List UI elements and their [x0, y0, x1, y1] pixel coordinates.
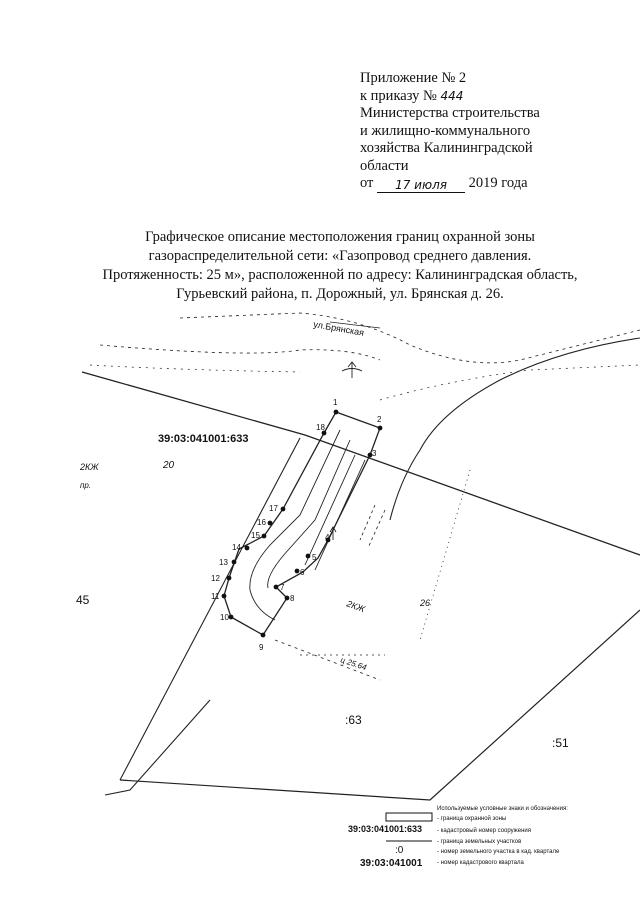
left-number-label: 45	[76, 593, 90, 607]
point-label-9: 9	[259, 643, 264, 652]
point-label-11: 11	[211, 592, 220, 601]
point-label-14: 14	[232, 543, 241, 552]
point-16	[268, 521, 273, 526]
point-14	[245, 546, 250, 551]
parcel-boundary-left-2	[105, 700, 210, 795]
legend	[348, 806, 568, 869]
appendix-line4: и жилищно-коммунального	[360, 122, 531, 139]
appendix-line6: области	[360, 157, 409, 174]
title-line4: Гурьевский района, п. Дорожный, ул. Брянская д. 26.	[176, 286, 504, 302]
building-dashed	[275, 640, 380, 680]
point-label-4: 4	[325, 533, 330, 542]
point-label-7: 7	[280, 583, 285, 592]
point-1	[334, 410, 339, 415]
parcel-boundary-bottom	[120, 610, 640, 800]
point-label-18: 18	[316, 423, 325, 432]
point-10	[229, 615, 234, 620]
order-prefix: к приказу №	[360, 87, 437, 104]
point-label-12: 12	[211, 574, 220, 583]
point-label-10: 10	[220, 613, 229, 622]
point-6	[295, 569, 300, 574]
date-prefix: от	[360, 175, 374, 191]
point-label-13: 13	[219, 558, 228, 567]
building-label: 2КЖ	[345, 598, 367, 615]
title-line2: газораспределительной сети: «Газопровод среднего давления.	[148, 248, 532, 264]
point-label-5: 5	[312, 553, 317, 562]
legend-text-3: - граница земельных участков	[437, 839, 522, 845]
left-text-1: 2КЖ	[80, 462, 99, 472]
point-label-8: 8	[290, 594, 295, 603]
legend-sample-2: 39:03:041001:633	[348, 824, 423, 834]
right-dotted	[420, 470, 470, 640]
point-2	[378, 426, 383, 431]
point-label-1: 1	[333, 398, 338, 407]
point-7	[274, 585, 279, 590]
legend-text-4: - номер земельного участка в кад. квартале	[437, 849, 560, 855]
legend-zone-sample	[386, 813, 432, 821]
cadastral-number-label: 39:03:041001:633	[158, 433, 249, 445]
legend-sample-4: :0	[395, 845, 404, 856]
building-number-label: 26	[420, 598, 431, 608]
street-label: ул.Брянская	[312, 319, 365, 338]
point-13	[232, 560, 237, 565]
order-number-handwritten: 444	[440, 88, 464, 103]
parcel-63-label: :63	[345, 713, 362, 727]
fence-dashed-2	[368, 510, 385, 548]
legend-text-1: - граница охранной зоны	[437, 816, 507, 822]
left-text-2: пр.	[80, 481, 92, 490]
appendix-line5: хозяйства Калининградской	[360, 140, 533, 156]
point-label-16: 16	[257, 518, 266, 527]
date-suffix: 2019 года	[468, 175, 528, 191]
point-5	[306, 554, 311, 559]
street-edge-lower	[100, 345, 380, 360]
title-line1: Графическое описание местоположения границ охранной зоны	[145, 229, 535, 245]
point-11	[222, 594, 227, 599]
parcel-boundary-left	[120, 438, 300, 780]
street-edge-upper	[180, 313, 640, 363]
point-label-2: 2	[377, 415, 382, 424]
point-9	[261, 633, 266, 638]
street-edge-3	[90, 365, 300, 372]
point-label-6: 6	[300, 568, 305, 577]
date-handwritten: 17 июля	[395, 177, 447, 192]
legend-text-5: - номер кадастрового квартала	[437, 860, 524, 866]
ts-label: ц 25.64	[339, 655, 368, 673]
point-label-17: 17	[269, 504, 278, 513]
point-label-3: 3	[372, 449, 377, 458]
point-8	[285, 596, 290, 601]
point-label-15: 15	[251, 531, 260, 540]
legend-sample-5: 39:03:041001	[360, 858, 423, 869]
road-curve	[390, 338, 640, 520]
building-line-1	[305, 455, 355, 565]
fence-dashed	[360, 505, 375, 540]
street-edge-4	[380, 365, 640, 400]
legend-text-2: - кадастровый номер сооружения	[437, 828, 531, 834]
parcel-51-label: :51	[552, 736, 569, 750]
parcel-20-label: 20	[163, 460, 175, 471]
point-15	[262, 534, 267, 539]
point-17	[281, 507, 286, 512]
legend-header: Используемые условные знаки и обозначения:	[437, 806, 568, 812]
title-line3: Протяженность: 25 м», расположенной по адресу: Калининградская область,	[102, 267, 578, 283]
point-12	[227, 576, 232, 581]
appendix-line1: Приложение № 2	[360, 70, 467, 86]
north-arrow-icon	[342, 362, 362, 378]
appendix-line3: Министерства строительства	[360, 105, 540, 121]
